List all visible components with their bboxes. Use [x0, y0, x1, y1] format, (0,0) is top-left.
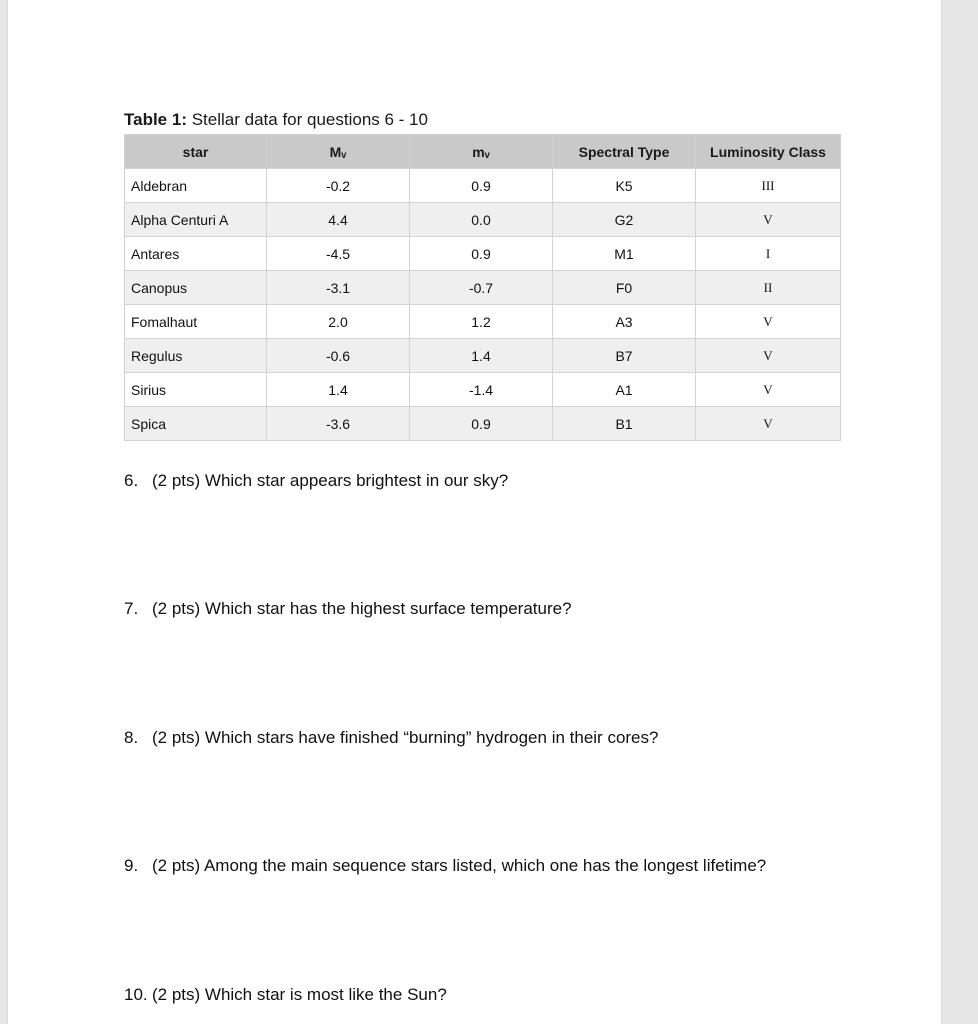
cell-star: Spica [125, 407, 267, 441]
question-text: (2 pts) Which star has the highest surface temperature? [152, 599, 572, 618]
header-absolute-magnitude: Mᵥ [267, 135, 410, 169]
cell-luminosity-class: V [696, 373, 841, 407]
caption-label: Table 1: [124, 110, 187, 129]
cell-star: Alpha Centuri A [125, 203, 267, 237]
cell-absolute-magnitude: 4.4 [267, 203, 410, 237]
table-row [125, 339, 841, 373]
cell-apparent-magnitude: -1.4 [410, 373, 553, 407]
cell-absolute-magnitude: -0.2 [267, 169, 410, 203]
cell-spectral-type: F0 [553, 271, 696, 305]
cell-absolute-magnitude: 1.4 [267, 373, 410, 407]
table-row [125, 305, 841, 339]
cell-spectral-type: B1 [553, 407, 696, 441]
table-row [125, 407, 841, 441]
header-spectral-type: Spectral Type [553, 135, 696, 169]
cell-apparent-magnitude: 1.2 [410, 305, 553, 339]
header-apparent-magnitude: mᵥ [410, 135, 553, 169]
table-caption [124, 110, 428, 130]
question-9 [124, 856, 766, 876]
question-number: 6. [124, 471, 139, 490]
cell-luminosity-class: II [696, 271, 841, 305]
question-text: (2 pts) Which stars have finished “burning” hydrogen in their cores? [152, 728, 659, 747]
question-text: (2 pts) Among the main sequence stars listed, which one has the longest lifetime? [152, 856, 767, 875]
cell-absolute-magnitude: -3.1 [267, 271, 410, 305]
cell-apparent-magnitude: 0.0 [410, 203, 553, 237]
table-row [125, 169, 841, 203]
cell-apparent-magnitude: 0.9 [410, 407, 553, 441]
cell-luminosity-class: V [696, 407, 841, 441]
cell-luminosity-class: V [696, 305, 841, 339]
cell-absolute-magnitude: -0.6 [267, 339, 410, 373]
document-page [8, 0, 941, 1024]
cell-spectral-type: G2 [553, 203, 696, 237]
caption-text: Stellar data for questions 6 - 10 [191, 110, 428, 129]
stellar-data-table [124, 134, 841, 441]
cell-luminosity-class: V [696, 339, 841, 373]
cell-luminosity-class: III [696, 169, 841, 203]
question-number: 10. [124, 985, 148, 1004]
cell-apparent-magnitude: 0.9 [410, 237, 553, 271]
cell-spectral-type: A3 [553, 305, 696, 339]
question-text: (2 pts) Which star is most like the Sun? [152, 985, 447, 1004]
question-number: 8. [124, 728, 139, 747]
table-header-row [125, 135, 841, 169]
question-8 [124, 728, 658, 748]
cell-star: Sirius [125, 373, 267, 407]
header-luminosity-class: Luminosity Class [696, 135, 841, 169]
question-10 [124, 985, 447, 1005]
cell-spectral-type: K5 [553, 169, 696, 203]
cell-star: Antares [125, 237, 267, 271]
cell-spectral-type: A1 [553, 373, 696, 407]
cell-star: Canopus [125, 271, 267, 305]
cell-absolute-magnitude: 2.0 [267, 305, 410, 339]
cell-absolute-magnitude: -3.6 [267, 407, 410, 441]
question-text: (2 pts) Which star appears brightest in our sky? [152, 471, 509, 490]
table-row [125, 203, 841, 237]
cell-apparent-magnitude: -0.7 [410, 271, 553, 305]
header-star: star [125, 135, 267, 169]
table-row [125, 373, 841, 407]
question-6 [124, 471, 508, 491]
cell-absolute-magnitude: -4.5 [267, 237, 410, 271]
table-row [125, 237, 841, 271]
cell-luminosity-class: V [696, 203, 841, 237]
question-number: 9. [124, 856, 139, 875]
cell-apparent-magnitude: 0.9 [410, 169, 553, 203]
cell-spectral-type: M1 [553, 237, 696, 271]
cell-star: Regulus [125, 339, 267, 373]
cell-star: Aldebran [125, 169, 267, 203]
cell-luminosity-class: I [696, 237, 841, 271]
question-7 [124, 599, 572, 619]
cell-apparent-magnitude: 1.4 [410, 339, 553, 373]
question-number: 7. [124, 599, 139, 618]
cell-spectral-type: B7 [553, 339, 696, 373]
cell-star: Fomalhaut [125, 305, 267, 339]
table-row [125, 271, 841, 305]
